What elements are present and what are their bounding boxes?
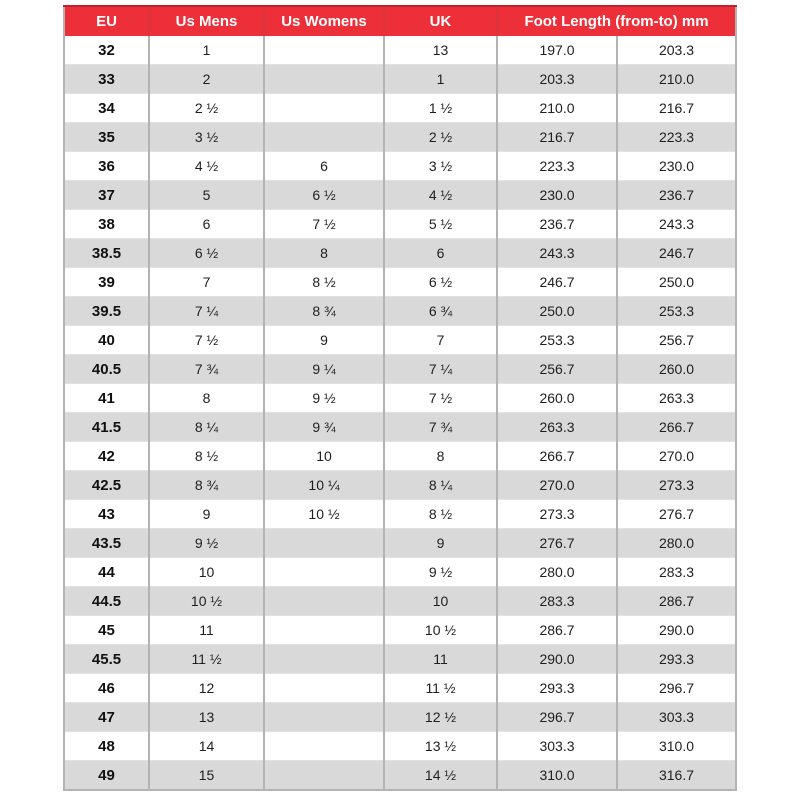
uk-cell: 11 ½ [384,674,497,703]
foot-from-cell: 293.3 [497,674,617,703]
foot-to-cell: 296.7 [617,674,736,703]
eu-cell: 43.5 [64,529,149,558]
foot-from-cell: 246.7 [497,268,617,297]
us-womens-cell [264,36,384,65]
foot-from-cell: 266.7 [497,442,617,471]
us-womens-cell [264,732,384,761]
header-us-womens: Us Womens [264,6,384,36]
foot-from-cell: 283.3 [497,587,617,616]
us-mens-cell: 11 [149,616,264,645]
table-row [64,703,736,732]
table-row [64,94,736,123]
table-row [64,123,736,152]
foot-to-cell: 253.3 [617,297,736,326]
us-mens-cell: 8 ¼ [149,413,264,442]
foot-to-cell: 203.3 [617,36,736,65]
uk-cell: 3 ½ [384,152,497,181]
us-womens-cell: 9 ½ [264,384,384,413]
eu-cell: 39.5 [64,297,149,326]
eu-cell: 42 [64,442,149,471]
uk-cell: 1 ½ [384,94,497,123]
uk-cell: 7 ½ [384,384,497,413]
table-row [64,471,736,500]
table-row [64,355,736,384]
table-row [64,152,736,181]
uk-cell: 9 ½ [384,558,497,587]
uk-cell: 6 ½ [384,268,497,297]
eu-cell: 36 [64,152,149,181]
eu-cell: 40 [64,326,149,355]
us-mens-cell: 7 [149,268,264,297]
foot-to-cell: 256.7 [617,326,736,355]
foot-to-cell: 310.0 [617,732,736,761]
us-mens-cell: 11 ½ [149,645,264,674]
us-mens-cell: 4 ½ [149,152,264,181]
table-row [64,674,736,703]
table-row [64,413,736,442]
eu-cell: 46 [64,674,149,703]
foot-from-cell: 216.7 [497,123,617,152]
eu-cell: 45 [64,616,149,645]
table-row [64,761,736,791]
uk-cell: 7 [384,326,497,355]
us-womens-cell [264,703,384,732]
foot-to-cell: 303.3 [617,703,736,732]
table-row [64,326,736,355]
foot-from-cell: 243.3 [497,239,617,268]
eu-cell: 38 [64,210,149,239]
us-mens-cell: 14 [149,732,264,761]
table-row [64,181,736,210]
foot-to-cell: 273.3 [617,471,736,500]
eu-cell: 40.5 [64,355,149,384]
table-row [64,65,736,94]
us-womens-cell [264,674,384,703]
uk-cell: 14 ½ [384,761,497,791]
table-row [64,529,736,558]
foot-to-cell: 316.7 [617,761,736,791]
header-row [64,6,736,36]
uk-cell: 10 [384,587,497,616]
us-womens-cell: 8 ½ [264,268,384,297]
us-womens-cell [264,529,384,558]
uk-cell: 9 [384,529,497,558]
eu-cell: 42.5 [64,471,149,500]
eu-cell: 41 [64,384,149,413]
us-womens-cell: 8 [264,239,384,268]
us-mens-cell: 2 [149,65,264,94]
eu-cell: 34 [64,94,149,123]
foot-from-cell: 263.3 [497,413,617,442]
us-womens-cell [264,587,384,616]
header-eu: EU [64,6,149,36]
uk-cell: 1 [384,65,497,94]
eu-cell: 41.5 [64,413,149,442]
us-mens-cell: 3 ½ [149,123,264,152]
foot-from-cell: 256.7 [497,355,617,384]
foot-to-cell: 280.0 [617,529,736,558]
us-mens-cell: 13 [149,703,264,732]
table-row [64,558,736,587]
uk-cell: 2 ½ [384,123,497,152]
us-womens-cell [264,558,384,587]
uk-cell: 11 [384,645,497,674]
us-mens-cell: 6 [149,210,264,239]
us-womens-cell [264,761,384,791]
eu-cell: 32 [64,36,149,65]
uk-cell: 8 ¼ [384,471,497,500]
us-womens-cell: 9 ¼ [264,355,384,384]
eu-cell: 47 [64,703,149,732]
us-womens-cell [264,123,384,152]
foot-to-cell: 283.3 [617,558,736,587]
us-womens-cell: 6 [264,152,384,181]
us-mens-cell: 10 ½ [149,587,264,616]
table-row [64,616,736,645]
foot-to-cell: 230.0 [617,152,736,181]
table-row [64,587,736,616]
header-us-mens: Us Mens [149,6,264,36]
us-mens-cell: 8 ¾ [149,471,264,500]
eu-cell: 39 [64,268,149,297]
uk-cell: 4 ½ [384,181,497,210]
table-row [64,645,736,674]
foot-from-cell: 197.0 [497,36,617,65]
us-mens-cell: 2 ½ [149,94,264,123]
table-row [64,268,736,297]
eu-cell: 49 [64,761,149,791]
eu-cell: 43 [64,500,149,529]
table-row [64,442,736,471]
uk-cell: 12 ½ [384,703,497,732]
us-mens-cell: 10 [149,558,264,587]
us-mens-cell: 9 ½ [149,529,264,558]
uk-cell: 7 ¼ [384,355,497,384]
foot-from-cell: 253.3 [497,326,617,355]
header-foot-length: Foot Length (from-to) mm [497,6,736,36]
eu-cell: 35 [64,123,149,152]
us-mens-cell: 12 [149,674,264,703]
us-womens-cell: 8 ¾ [264,297,384,326]
foot-from-cell: 236.7 [497,210,617,239]
header-uk: UK [384,6,497,36]
foot-from-cell: 310.0 [497,761,617,791]
eu-cell: 48 [64,732,149,761]
foot-to-cell: 270.0 [617,442,736,471]
foot-to-cell: 276.7 [617,500,736,529]
us-mens-cell: 1 [149,36,264,65]
table-row [64,239,736,268]
us-mens-cell: 7 ¼ [149,297,264,326]
us-mens-cell: 7 ¾ [149,355,264,384]
eu-cell: 45.5 [64,645,149,674]
eu-cell: 44 [64,558,149,587]
foot-to-cell: 263.3 [617,384,736,413]
foot-from-cell: 273.3 [497,500,617,529]
table-row [64,210,736,239]
table-row [64,732,736,761]
eu-cell: 38.5 [64,239,149,268]
table-row [64,500,736,529]
foot-to-cell: 246.7 [617,239,736,268]
us-mens-cell: 6 ½ [149,239,264,268]
foot-from-cell: 296.7 [497,703,617,732]
us-womens-cell [264,645,384,674]
us-womens-cell [264,616,384,645]
uk-cell: 13 ½ [384,732,497,761]
foot-to-cell: 223.3 [617,123,736,152]
us-womens-cell [264,65,384,94]
us-mens-cell: 15 [149,761,264,791]
us-womens-cell: 10 ½ [264,500,384,529]
foot-from-cell: 303.3 [497,732,617,761]
foot-from-cell: 286.7 [497,616,617,645]
foot-to-cell: 236.7 [617,181,736,210]
foot-to-cell: 266.7 [617,413,736,442]
us-mens-cell: 5 [149,181,264,210]
foot-to-cell: 243.3 [617,210,736,239]
foot-to-cell: 293.3 [617,645,736,674]
table-row [64,36,736,65]
shoe-size-conversion-table [63,5,737,791]
foot-to-cell: 286.7 [617,587,736,616]
us-womens-cell: 10 [264,442,384,471]
foot-from-cell: 223.3 [497,152,617,181]
us-womens-cell: 10 ¼ [264,471,384,500]
eu-cell: 33 [64,65,149,94]
uk-cell: 10 ½ [384,616,497,645]
foot-from-cell: 280.0 [497,558,617,587]
uk-cell: 13 [384,36,497,65]
uk-cell: 8 [384,442,497,471]
foot-to-cell: 250.0 [617,268,736,297]
uk-cell: 7 ¾ [384,413,497,442]
us-mens-cell: 7 ½ [149,326,264,355]
us-womens-cell: 6 ½ [264,181,384,210]
uk-cell: 6 [384,239,497,268]
foot-from-cell: 290.0 [497,645,617,674]
foot-from-cell: 210.0 [497,94,617,123]
eu-cell: 44.5 [64,587,149,616]
foot-from-cell: 230.0 [497,181,617,210]
foot-to-cell: 260.0 [617,355,736,384]
us-mens-cell: 8 ½ [149,442,264,471]
foot-from-cell: 276.7 [497,529,617,558]
size-table-body [64,36,736,790]
us-mens-cell: 8 [149,384,264,413]
us-womens-cell: 7 ½ [264,210,384,239]
foot-from-cell: 270.0 [497,471,617,500]
uk-cell: 5 ½ [384,210,497,239]
foot-to-cell: 216.7 [617,94,736,123]
table-row [64,297,736,326]
foot-to-cell: 290.0 [617,616,736,645]
foot-to-cell: 210.0 [617,65,736,94]
eu-cell: 37 [64,181,149,210]
us-womens-cell: 9 [264,326,384,355]
uk-cell: 8 ½ [384,500,497,529]
table-row [64,384,736,413]
foot-from-cell: 203.3 [497,65,617,94]
foot-from-cell: 250.0 [497,297,617,326]
us-womens-cell [264,94,384,123]
us-womens-cell: 9 ¾ [264,413,384,442]
us-mens-cell: 9 [149,500,264,529]
uk-cell: 6 ¾ [384,297,497,326]
table-header [64,6,736,36]
foot-from-cell: 260.0 [497,384,617,413]
